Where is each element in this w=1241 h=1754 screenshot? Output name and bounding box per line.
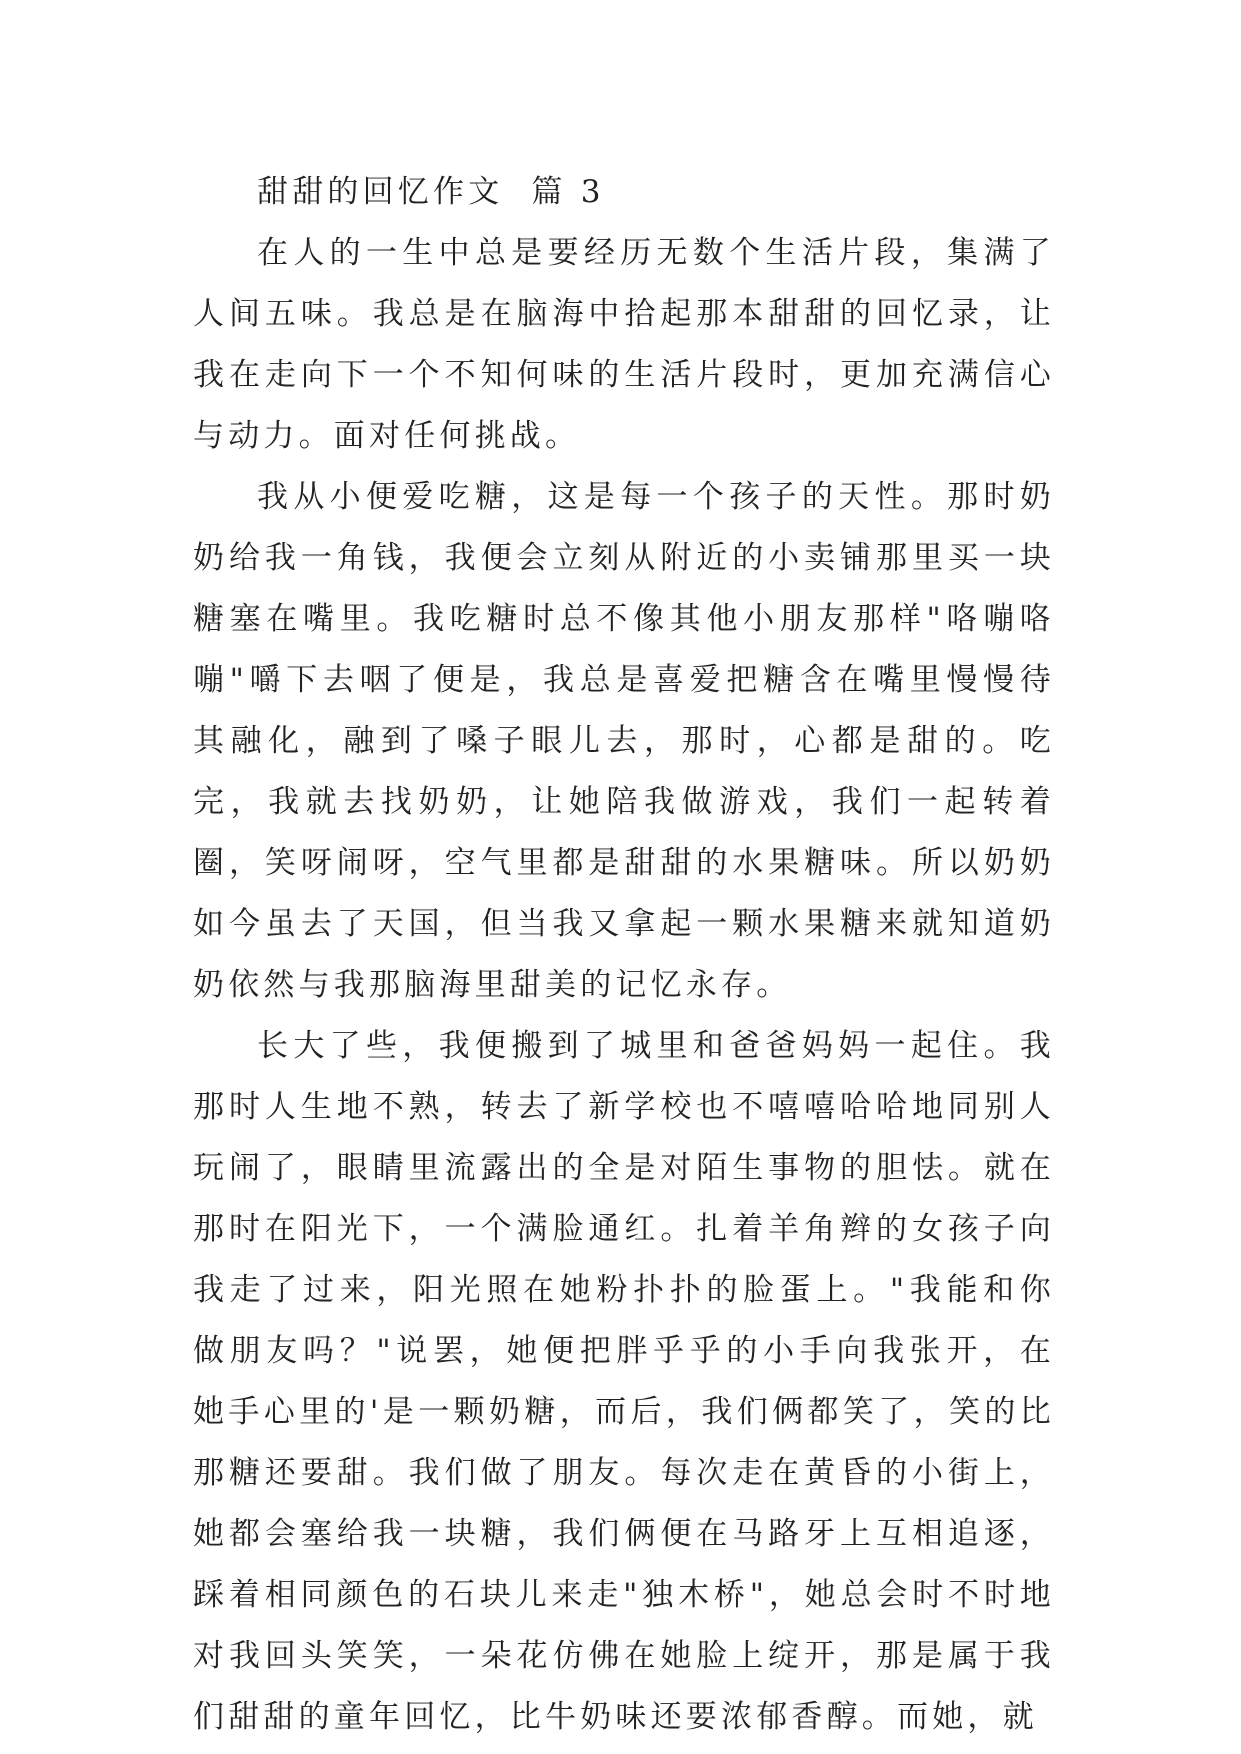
- essay-heading: 甜甜的回忆作文 篇 3: [257, 174, 605, 210]
- document-body: [193, 162, 1055, 1748]
- paragraph-3: 长大了些，我便搬到了城里和爸爸妈妈一起住。我那时人生地不熟，转去了新学校也不嘻嘻哈哈地同别人玩闹了，眼睛里流露出的全是对陌生事物的胆怯。就在那时在阳光下，一个满脸通红。扎着羊角辫的女孩子向我走了过来，阳光照在她粉扑扑的脸蛋上。"我能和你做朋友吗？"说罢，她便把胖乎乎的小手向我张开，在她手心里的'是一颗奶糖，而后，我们俩都笑了，笑的比那糖还要甜。我们做了朋友。每次走在黄昏的小街上，她都会塞给我一块糖，我们俩便在马路牙上互相追逐，踩着相同颜色的石块儿来走"独木桥"，她总会时不时地对我回头笑笑，一朵花仿佛在她脸上绽开，那是属于我们甜甜的童年回忆，比牛奶味还要浓郁香醇。而她，就: [193, 1028, 1055, 1735]
- paragraph-1: 在人的一生中总是要经历无数个生活片段，集满了人间五味。我总是在脑海中拾起那本甜甜的回忆录，让我在走向下一个不知何味的生活片段时，更加充满信心与动力。面对任何挑战。: [193, 235, 1055, 454]
- paragraph-2: 我从小便爱吃糖，这是每一个孩子的天性。那时奶奶给我一角钱，我便会立刻从附近的小卖铺那里买一块糖塞在嘴里。我吃糖时总不像其他小朋友那样"咯嘣咯嘣"嚼下去咽了便是，我总是喜爱把糖含在嘴里慢慢待其融化，融到了嗓子眼儿去，那时，心都是甜的。吃完，我就去找奶奶，让她陪我做游戏，我们一起转着圈，笑呀闹呀，空气里都是甜甜的水果糖味。所以奶奶如今虽去了天国，但当我又拿起一颗水果糖来就知道奶奶依然与我那脑海里甜美的记忆永存。: [193, 479, 1055, 1003]
